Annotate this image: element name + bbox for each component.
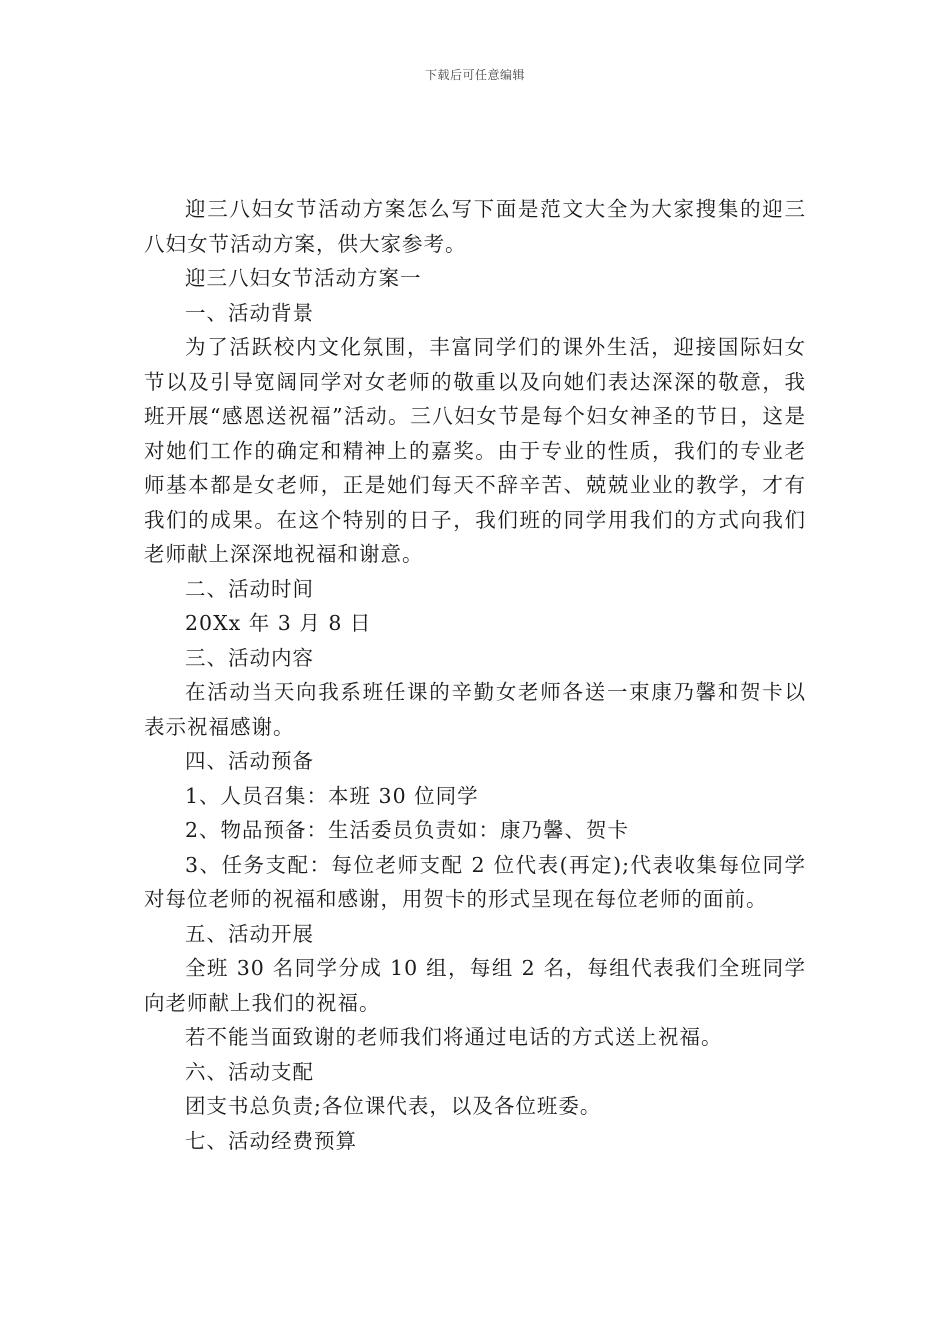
section-heading-background: 一、活动背景 [185,300,314,325]
execution-paragraph: 全班 30 名同学分成 10 组，每组 2 名，每组代表我们全班同学向老师献上我们的祝福。 [144,956,806,1015]
section-heading-time: 二、活动时间 [185,576,314,601]
content-paragraph: 在活动当天向我系班任课的辛勤女老师各送一束康乃馨和贺卡以表示祝福感谢。 [144,680,806,739]
execution-note: 若不能当面致谢的老师我们将通过电话的方式送上祝福。 [185,1025,723,1049]
page-header: 下载后可任意编辑 [424,68,525,82]
section-heading-arrangement: 六、活动支配 [185,1059,314,1084]
background-paragraph: 为了活跃校内文化氛围，丰富同学们的课外生活，迎接国际妇女节以及引导宽阔同学对女老师的敬重以及向她们表达深深的敬意，我班开展“感恩送祝福”活动。三八妇女节是每个妇女神圣的节日，这是对她们工作的确定和精神上的嘉奖。由于专业的性质，我们的专业老师基本都是女老师，正是她们每天不辞辛苦、兢兢业业的教学，才有我们的成果。在这个特别的日子，我们班的同学用我们的方式向我们老师献上深深地祝福和谢意。 [144,335,806,566]
section-heading-execution: 五、活动开展 [185,921,314,946]
event-date: 20Xx 年 3 月 8 日 [185,611,372,635]
section-heading-budget: 七、活动经费预算 [185,1128,357,1153]
document-body [144,192,806,1158]
arrangement-paragraph: 团支书总负责;各位课代表，以及各位班委。 [185,1094,602,1118]
preparation-item-supplies: 2、物品预备：生活委员负责如：康乃馨、贺卡 [185,818,630,842]
preparation-item-personnel: 1、人员召集：本班 30 位同学 [185,783,479,808]
section-heading-preparation: 四、活动预备 [185,749,314,773]
plan-title: 迎三八妇女节活动方案一 [185,266,422,290]
preparation-item-tasks: 3、任务支配：每位老师支配 2 位代表(再定);代表收集每位同学对每位老师的祝福和感谢，用贺卡的形式呈现在每位老师的面前。 [144,852,806,911]
intro-paragraph: 迎三八妇女节活动方案怎么写下面是范文大全为大家搜集的迎三八妇女节活动方案，供大家参考。 [144,197,806,256]
section-heading-content: 三、活动内容 [185,645,314,670]
